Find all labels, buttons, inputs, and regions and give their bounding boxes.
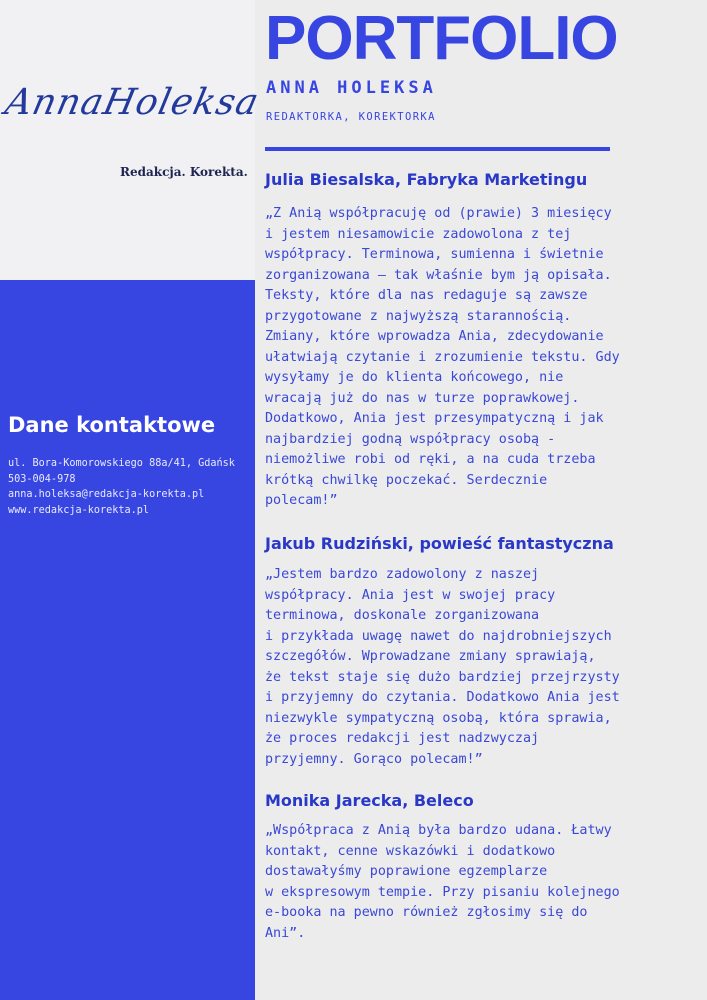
page-title: PORTFOLIO [265,4,618,73]
testimonial-quote-3: „Współpraca z Anią była bardzo udana. Łatwy kontakt, cenne wskazówki i dodatkowo dostawałyśmy poprawione egzemplarze w ekspresowym tempie. Przy pisaniu kolejnego e-booka na pewno również zgłosimy się do Ani”. [265,823,620,941]
testimonial-author-3: Monika Jarecka, Beleco [265,791,474,810]
author-name: ANNA HOLEKSA [266,78,437,98]
contact-phone: 503-004-978 [8,473,76,485]
logo-signature: AnnaHoleksa [1,82,263,123]
testimonial-author-2: Jakub Rudziński, powieść fantastyczna [265,534,614,553]
contact-panel [0,280,255,1000]
testimonial-author-1: Julia Biesalska, Fabryka Marketingu [265,170,588,189]
contact-details [8,456,253,518]
testimonial-quote-1: „Z Anią współpracuję od (prawie) 3 miesięcy i jestem niesamowicie zadowolona z tej współpracy. Terminowa, sumienna i świetnie zorganizowana – tak właśnie bym ją opisała. Teksty, które dla nas redaguje są zawsze przygotowane z najwyższą starannością. Zmiany, które wprowadza Ania, zdecydowanie ułatwiają czytanie i zrozumienie tekstu. Gdy wysyłamy je do klienta końcowego, nie wracają już do nas w turze poprawkowej. Dodatkowo, Ania jest przesympatyczną i jak najbardziej godną współpracy osobą - niemożliwe robi od ręki, a na cuda trzeba krótką chwilkę poczekać. Serdecznie polecam!” [265,206,620,508]
contact-website[interactable]: www.redakcja-korekta.pl [8,504,150,516]
testimonial-quote-2: „Jestem bardzo zadowolony z naszej współpracy. Ania jest w swojej pracy terminowa, doskonale zorganizowana i przykłada uwagę nawet do najdrobniejszych szczegółów. Wprowadzane zmiany sprawiają, że tekst staje się dużo bardziej przejrzysty i przyjemny do czytania. Dodatkowo Ania jest niezwykle sympatyczną osobą, która sprawia, że proces redakcji jest nadzwyczaj przyjemny. Gorąco polecam!” [265,567,620,767]
logo-tagline: Redakcja. Korekta. [120,165,248,179]
logo-panel [0,0,263,280]
contact-email[interactable]: anna.holeksa@redakcja-korekta.pl [8,489,205,500]
author-roles: REDAKTORKA, KOREKTORKA [266,111,436,123]
contact-heading: Dane kontaktowe [8,413,216,437]
contact-address: ul. Bora-Komorowskiego 88a/41, Gdańsk [8,458,235,469]
header-divider [265,147,610,151]
